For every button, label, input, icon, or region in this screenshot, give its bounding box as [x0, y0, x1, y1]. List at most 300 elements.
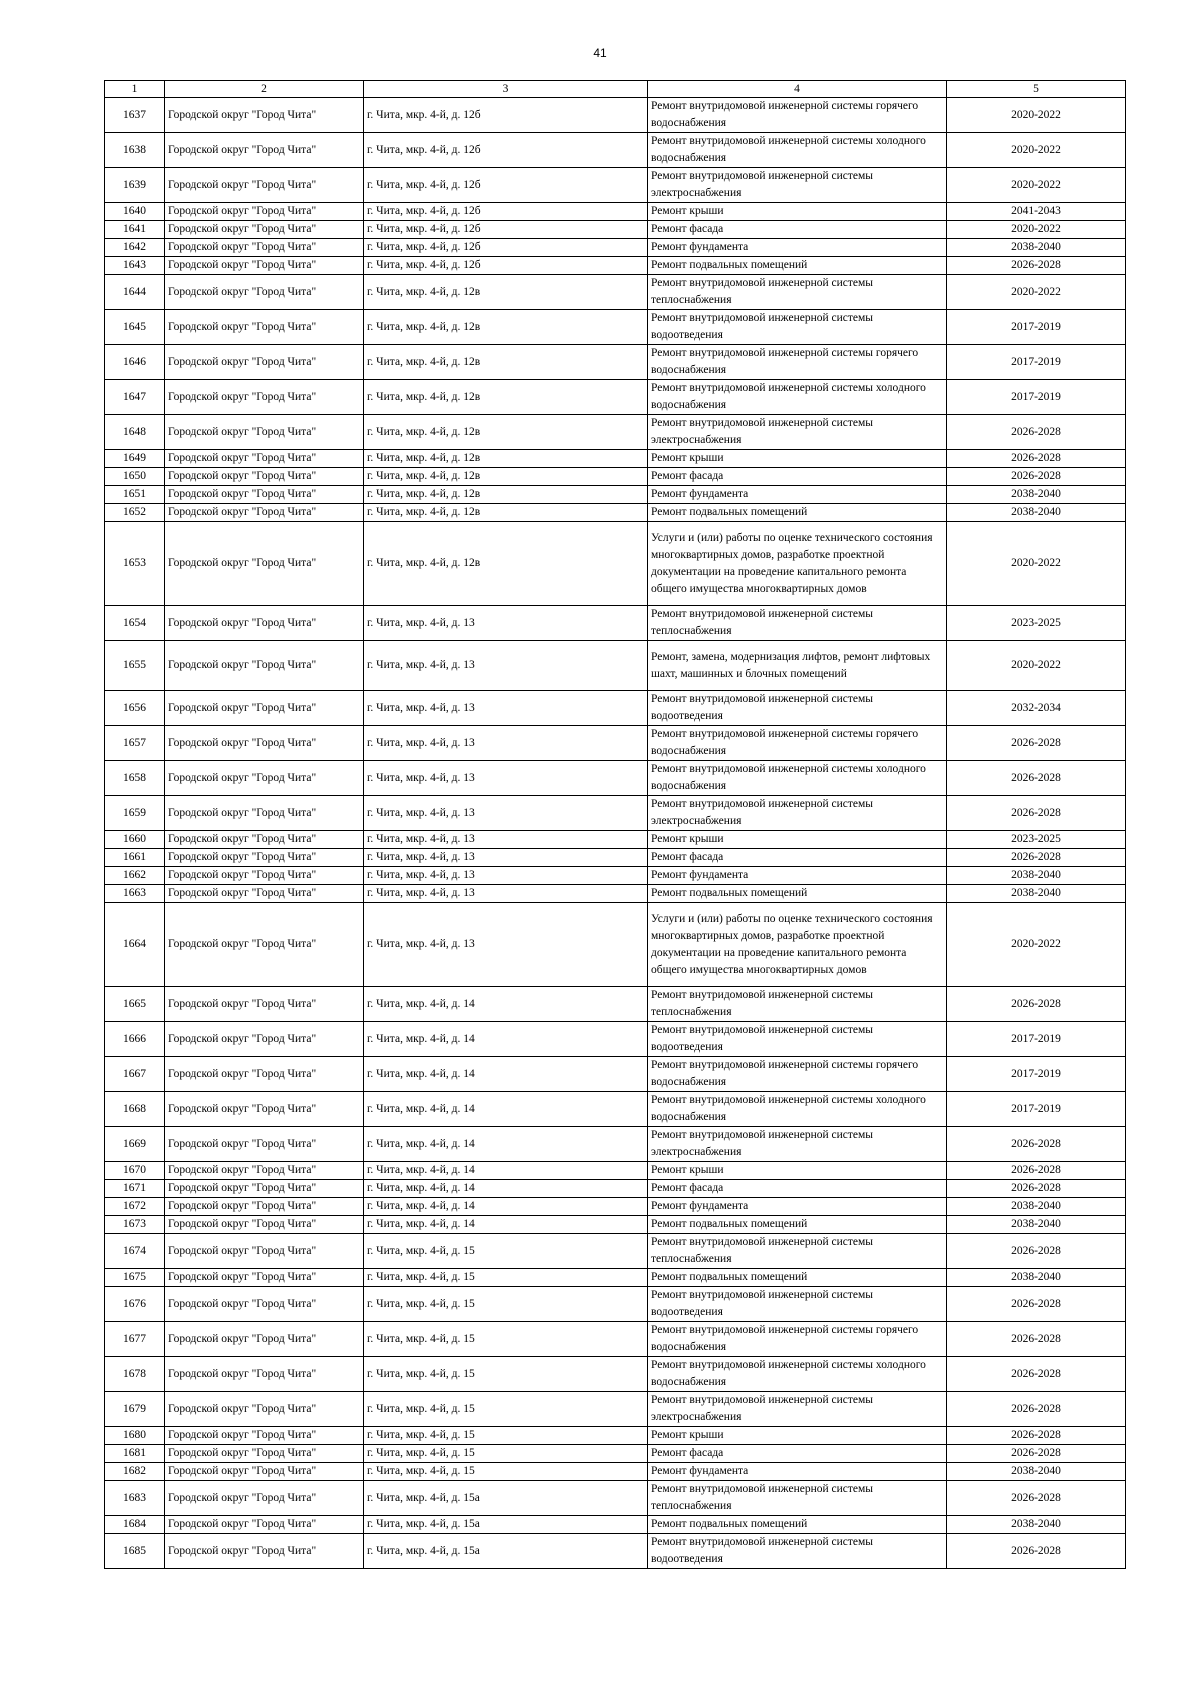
column-header: 4 — [648, 81, 947, 98]
column-header: 2 — [165, 81, 364, 98]
work-type-cell: Ремонт внутридомовой инженерной системы холодного водоснабжения — [648, 380, 947, 415]
district-cell: Городской округ "Город Чита" — [165, 239, 364, 257]
work-type-cell: Ремонт внутридомовой инженерной системы горячего водоснабжения — [648, 726, 947, 761]
district-cell: Городской округ "Город Чита" — [165, 203, 364, 221]
district-cell: Городской округ "Город Чита" — [165, 486, 364, 504]
district-cell: Городской округ "Город Чита" — [165, 1180, 364, 1198]
period-cell: 2026-2028 — [947, 1445, 1126, 1463]
row-number: 1642 — [105, 239, 165, 257]
row-number: 1658 — [105, 761, 165, 796]
table-row — [105, 1127, 1126, 1162]
address-cell: г. Чита, мкр. 4-й, д. 13 — [364, 885, 648, 903]
work-type-cell: Ремонт подвальных помещений — [648, 504, 947, 522]
row-number: 1655 — [105, 641, 165, 691]
period-cell: 2017-2019 — [947, 310, 1126, 345]
address-cell: г. Чита, мкр. 4-й, д. 15 — [364, 1392, 648, 1427]
address-cell: г. Чита, мкр. 4-й, д. 13 — [364, 606, 648, 641]
period-cell: 2032-2034 — [947, 691, 1126, 726]
district-cell: Городской округ "Город Чита" — [165, 1427, 364, 1445]
address-cell: г. Чита, мкр. 4-й, д. 12б — [364, 98, 648, 133]
district-cell: Городской округ "Город Чита" — [165, 380, 364, 415]
work-type-cell: Ремонт внутридомовой инженерной системы теплоснабжения — [648, 1234, 947, 1269]
period-cell: 2026-2028 — [947, 849, 1126, 867]
period-cell: 2026-2028 — [947, 1127, 1126, 1162]
district-cell: Городской округ "Город Чита" — [165, 1127, 364, 1162]
work-type-cell: Ремонт внутридомовой инженерной системы теплоснабжения — [648, 987, 947, 1022]
period-cell: 2026-2028 — [947, 1162, 1126, 1180]
district-cell: Городской округ "Город Чита" — [165, 641, 364, 691]
work-type-cell: Ремонт подвальных помещений — [648, 257, 947, 275]
address-cell: г. Чита, мкр. 4-й, д. 12в — [364, 415, 648, 450]
period-cell: 2026-2028 — [947, 415, 1126, 450]
work-type-cell: Ремонт фасада — [648, 1180, 947, 1198]
district-cell: Городской округ "Город Чита" — [165, 1287, 364, 1322]
period-cell: 2026-2028 — [947, 450, 1126, 468]
row-number: 1656 — [105, 691, 165, 726]
table-row — [105, 1516, 1126, 1534]
row-number: 1666 — [105, 1022, 165, 1057]
row-number: 1675 — [105, 1269, 165, 1287]
address-cell: г. Чита, мкр. 4-й, д. 12в — [364, 522, 648, 606]
period-cell: 2026-2028 — [947, 1234, 1126, 1269]
district-cell: Городской округ "Город Чита" — [165, 726, 364, 761]
table-row — [105, 726, 1126, 761]
work-type-cell: Ремонт фундамента — [648, 1198, 947, 1216]
row-number: 1685 — [105, 1534, 165, 1569]
address-cell: г. Чита, мкр. 4-й, д. 12в — [364, 486, 648, 504]
period-cell: 2017-2019 — [947, 1092, 1126, 1127]
period-cell: 2038-2040 — [947, 1269, 1126, 1287]
address-cell: г. Чита, мкр. 4-й, д. 12в — [364, 450, 648, 468]
address-cell: г. Чита, мкр. 4-й, д. 15а — [364, 1534, 648, 1569]
period-cell: 2020-2022 — [947, 641, 1126, 691]
period-cell: 2026-2028 — [947, 987, 1126, 1022]
work-type-cell: Ремонт внутридомовой инженерной системы теплоснабжения — [648, 275, 947, 310]
period-cell: 2026-2028 — [947, 1427, 1126, 1445]
period-cell: 2038-2040 — [947, 1463, 1126, 1481]
address-cell: г. Чита, мкр. 4-й, д. 13 — [364, 641, 648, 691]
row-number: 1682 — [105, 1463, 165, 1481]
address-cell: г. Чита, мкр. 4-й, д. 12в — [364, 380, 648, 415]
address-cell: г. Чита, мкр. 4-й, д. 15 — [364, 1234, 648, 1269]
table-row — [105, 1463, 1126, 1481]
table-row — [105, 606, 1126, 641]
district-cell: Городской округ "Город Чита" — [165, 98, 364, 133]
period-cell: 2038-2040 — [947, 1216, 1126, 1234]
period-cell: 2026-2028 — [947, 1534, 1126, 1569]
address-cell: г. Чита, мкр. 4-й, д. 12б — [364, 133, 648, 168]
table-row — [105, 504, 1126, 522]
table-row — [105, 133, 1126, 168]
row-number: 1673 — [105, 1216, 165, 1234]
row-number: 1683 — [105, 1481, 165, 1516]
table-row — [105, 1287, 1126, 1322]
row-number: 1667 — [105, 1057, 165, 1092]
table-row — [105, 1162, 1126, 1180]
row-number: 1650 — [105, 468, 165, 486]
district-cell: Городской округ "Город Чита" — [165, 691, 364, 726]
work-type-cell: Ремонт внутридомовой инженерной системы холодного водоснабжения — [648, 761, 947, 796]
period-cell: 2038-2040 — [947, 486, 1126, 504]
address-cell: г. Чита, мкр. 4-й, д. 13 — [364, 903, 648, 987]
district-cell: Городской округ "Город Чита" — [165, 1445, 364, 1463]
address-cell: г. Чита, мкр. 4-й, д. 14 — [364, 1127, 648, 1162]
address-cell: г. Чита, мкр. 4-й, д. 15 — [364, 1427, 648, 1445]
table-row — [105, 691, 1126, 726]
table-row — [105, 1198, 1126, 1216]
district-cell: Городской округ "Город Чита" — [165, 257, 364, 275]
work-type-cell: Ремонт внутридомовой инженерной системы теплоснабжения — [648, 606, 947, 641]
table-row — [105, 1534, 1126, 1569]
period-cell: 2026-2028 — [947, 1180, 1126, 1198]
address-cell: г. Чита, мкр. 4-й, д. 12в — [364, 504, 648, 522]
row-number: 1659 — [105, 796, 165, 831]
district-cell: Городской округ "Город Чита" — [165, 831, 364, 849]
work-type-cell: Ремонт внутридомовой инженерной системы холодного водоснабжения — [648, 1357, 947, 1392]
row-number: 1670 — [105, 1162, 165, 1180]
table-row — [105, 903, 1126, 987]
work-type-cell: Ремонт фундамента — [648, 486, 947, 504]
district-cell: Городской округ "Город Чита" — [165, 796, 364, 831]
address-cell: г. Чита, мкр. 4-й, д. 13 — [364, 796, 648, 831]
district-cell: Городской округ "Город Чита" — [165, 606, 364, 641]
period-cell: 2026-2028 — [947, 257, 1126, 275]
row-number: 1639 — [105, 168, 165, 203]
column-header: 1 — [105, 81, 165, 98]
address-cell: г. Чита, мкр. 4-й, д. 15 — [364, 1357, 648, 1392]
district-cell: Городской округ "Город Чита" — [165, 168, 364, 203]
row-number: 1680 — [105, 1427, 165, 1445]
address-cell: г. Чита, мкр. 4-й, д. 14 — [364, 1180, 648, 1198]
row-number: 1672 — [105, 1198, 165, 1216]
work-type-cell: Ремонт фасада — [648, 221, 947, 239]
table-row — [105, 522, 1126, 606]
column-header: 3 — [364, 81, 648, 98]
row-number: 1644 — [105, 275, 165, 310]
table-row — [105, 415, 1126, 450]
district-cell: Городской округ "Город Чита" — [165, 1022, 364, 1057]
table-row — [105, 1180, 1126, 1198]
row-number: 1677 — [105, 1322, 165, 1357]
table-row — [105, 1092, 1126, 1127]
address-cell: г. Чита, мкр. 4-й, д. 14 — [364, 1092, 648, 1127]
table-row — [105, 987, 1126, 1022]
work-type-cell: Ремонт фундамента — [648, 1463, 947, 1481]
period-cell: 2026-2028 — [947, 796, 1126, 831]
work-type-cell: Ремонт крыши — [648, 1427, 947, 1445]
row-number: 1661 — [105, 849, 165, 867]
address-cell: г. Чита, мкр. 4-й, д. 14 — [364, 1198, 648, 1216]
period-cell: 2023-2025 — [947, 831, 1126, 849]
district-cell: Городской округ "Город Чита" — [165, 1534, 364, 1569]
district-cell: Городской округ "Город Чита" — [165, 345, 364, 380]
table-row — [105, 310, 1126, 345]
address-cell: г. Чита, мкр. 4-й, д. 15 — [364, 1322, 648, 1357]
district-cell: Городской округ "Город Чита" — [165, 1269, 364, 1287]
address-cell: г. Чита, мкр. 4-й, д. 14 — [364, 1162, 648, 1180]
work-type-cell: Ремонт крыши — [648, 1162, 947, 1180]
work-type-cell: Ремонт крыши — [648, 831, 947, 849]
work-type-cell: Ремонт внутридомовой инженерной системы горячего водоснабжения — [648, 98, 947, 133]
table-row — [105, 867, 1126, 885]
row-number: 1676 — [105, 1287, 165, 1322]
row-number: 1660 — [105, 831, 165, 849]
row-number: 1649 — [105, 450, 165, 468]
address-cell: г. Чита, мкр. 4-й, д. 15а — [364, 1516, 648, 1534]
work-type-cell: Ремонт внутридомовой инженерной системы горячего водоснабжения — [648, 1057, 947, 1092]
address-cell: г. Чита, мкр. 4-й, д. 12б — [364, 257, 648, 275]
page-number: 41 — [593, 46, 607, 60]
district-cell: Городской округ "Город Чита" — [165, 885, 364, 903]
row-number: 1671 — [105, 1180, 165, 1198]
row-number: 1654 — [105, 606, 165, 641]
row-number: 1657 — [105, 726, 165, 761]
work-type-cell: Ремонт внутридомовой инженерной системы водоотведения — [648, 1534, 947, 1569]
table-row — [105, 98, 1126, 133]
work-type-cell: Ремонт внутридомовой инженерной системы горячего водоснабжения — [648, 1322, 947, 1357]
period-cell: 2038-2040 — [947, 504, 1126, 522]
row-number: 1648 — [105, 415, 165, 450]
row-number: 1669 — [105, 1127, 165, 1162]
district-cell: Городской округ "Город Чита" — [165, 761, 364, 796]
district-cell: Городской округ "Город Чита" — [165, 450, 364, 468]
address-cell: г. Чита, мкр. 4-й, д. 13 — [364, 726, 648, 761]
district-cell: Городской округ "Город Чита" — [165, 903, 364, 987]
table-row — [105, 1269, 1126, 1287]
period-cell: 2017-2019 — [947, 380, 1126, 415]
address-cell: г. Чита, мкр. 4-й, д. 14 — [364, 1216, 648, 1234]
district-cell: Городской округ "Город Чита" — [165, 221, 364, 239]
period-cell: 2026-2028 — [947, 726, 1126, 761]
period-cell: 2038-2040 — [947, 885, 1126, 903]
work-type-cell: Ремонт подвальных помещений — [648, 1216, 947, 1234]
period-cell: 2020-2022 — [947, 168, 1126, 203]
period-cell: 2017-2019 — [947, 1057, 1126, 1092]
work-type-cell: Ремонт внутридомовой инженерной системы горячего водоснабжения — [648, 345, 947, 380]
address-cell: г. Чита, мкр. 4-й, д. 12б — [364, 221, 648, 239]
table-row — [105, 486, 1126, 504]
work-type-cell: Ремонт подвальных помещений — [648, 1269, 947, 1287]
table-row — [105, 641, 1126, 691]
district-cell: Городской округ "Город Чита" — [165, 1162, 364, 1180]
period-cell: 2020-2022 — [947, 522, 1126, 606]
district-cell: Городской округ "Город Чита" — [165, 1481, 364, 1516]
row-number: 1643 — [105, 257, 165, 275]
period-cell: 2038-2040 — [947, 1516, 1126, 1534]
work-type-cell: Ремонт внутридомовой инженерной системы электроснабжения — [648, 168, 947, 203]
row-number: 1637 — [105, 98, 165, 133]
work-type-cell: Ремонт фасада — [648, 1445, 947, 1463]
period-cell: 2023-2025 — [947, 606, 1126, 641]
work-type-cell: Ремонт внутридомовой инженерной системы холодного водоснабжения — [648, 1092, 947, 1127]
district-cell: Городской округ "Город Чита" — [165, 1057, 364, 1092]
row-number: 1641 — [105, 221, 165, 239]
address-cell: г. Чита, мкр. 4-й, д. 13 — [364, 849, 648, 867]
period-cell: 2026-2028 — [947, 1322, 1126, 1357]
table-row — [105, 849, 1126, 867]
row-number: 1647 — [105, 380, 165, 415]
period-cell: 2026-2028 — [947, 1287, 1126, 1322]
district-cell: Городской округ "Город Чита" — [165, 987, 364, 1022]
period-cell: 2041-2043 — [947, 203, 1126, 221]
period-cell: 2020-2022 — [947, 903, 1126, 987]
row-number: 1679 — [105, 1392, 165, 1427]
table-row — [105, 1481, 1126, 1516]
district-cell: Городской округ "Город Чита" — [165, 504, 364, 522]
table-row — [105, 831, 1126, 849]
row-number: 1651 — [105, 486, 165, 504]
row-number: 1668 — [105, 1092, 165, 1127]
work-type-cell: Ремонт внутридомовой инженерной системы водоотведения — [648, 691, 947, 726]
work-type-cell: Ремонт фундамента — [648, 867, 947, 885]
work-type-cell: Ремонт внутридомовой инженерной системы холодного водоснабжения — [648, 133, 947, 168]
table-row — [105, 345, 1126, 380]
work-type-cell: Ремонт внутридомовой инженерной системы водоотведения — [648, 1022, 947, 1057]
address-cell: г. Чита, мкр. 4-й, д. 15 — [364, 1445, 648, 1463]
row-number: 1663 — [105, 885, 165, 903]
work-type-cell: Ремонт внутридомовой инженерной системы теплоснабжения — [648, 1481, 947, 1516]
table-row — [105, 1357, 1126, 1392]
period-cell: 2026-2028 — [947, 1392, 1126, 1427]
address-cell: г. Чита, мкр. 4-й, д. 15 — [364, 1269, 648, 1287]
period-cell: 2017-2019 — [947, 1022, 1126, 1057]
table-row — [105, 885, 1126, 903]
work-type-cell: Услуги и (или) работы по оценке технического состояния многоквартирных домов, разработке проектной документации на проведение капитального ремонта общего имущества многоквартирных домов — [648, 903, 947, 987]
table-row — [105, 1234, 1126, 1269]
district-cell: Городской округ "Город Чита" — [165, 310, 364, 345]
work-type-cell: Ремонт крыши — [648, 450, 947, 468]
work-type-cell: Ремонт внутридомовой инженерной системы электроснабжения — [648, 1392, 947, 1427]
work-type-cell: Ремонт внутридомовой инженерной системы электроснабжения — [648, 796, 947, 831]
address-cell: г. Чита, мкр. 4-й, д. 12в — [364, 345, 648, 380]
district-cell: Городской округ "Город Чита" — [165, 1216, 364, 1234]
address-cell: г. Чита, мкр. 4-й, д. 14 — [364, 1022, 648, 1057]
district-cell: Городской округ "Город Чита" — [165, 1516, 364, 1534]
period-cell: 2038-2040 — [947, 867, 1126, 885]
district-cell: Городской округ "Город Чита" — [165, 468, 364, 486]
table-row — [105, 1445, 1126, 1463]
table-row — [105, 1322, 1126, 1357]
district-cell: Городской округ "Город Чита" — [165, 1357, 364, 1392]
table-row — [105, 168, 1126, 203]
address-cell: г. Чита, мкр. 4-й, д. 12б — [364, 203, 648, 221]
work-type-cell: Ремонт подвальных помещений — [648, 1516, 947, 1534]
row-number: 1638 — [105, 133, 165, 168]
table-row — [105, 1392, 1126, 1427]
row-number: 1652 — [105, 504, 165, 522]
table-row — [105, 221, 1126, 239]
district-cell: Городской округ "Город Чита" — [165, 849, 364, 867]
district-cell: Городской округ "Город Чита" — [165, 1463, 364, 1481]
district-cell: Городской округ "Город Чита" — [165, 867, 364, 885]
row-number: 1646 — [105, 345, 165, 380]
table-row — [105, 761, 1126, 796]
period-cell: 2020-2022 — [947, 133, 1126, 168]
table-row — [105, 1427, 1126, 1445]
district-cell: Городской округ "Город Чита" — [165, 1198, 364, 1216]
repair-schedule-table — [104, 80, 1126, 1569]
table-row — [105, 239, 1126, 257]
address-cell: г. Чита, мкр. 4-й, д. 12б — [364, 239, 648, 257]
table-row — [105, 275, 1126, 310]
district-cell: Городской округ "Город Чита" — [165, 415, 364, 450]
address-cell: г. Чита, мкр. 4-й, д. 13 — [364, 831, 648, 849]
period-cell: 2026-2028 — [947, 1481, 1126, 1516]
table-row — [105, 450, 1126, 468]
address-cell: г. Чита, мкр. 4-й, д. 12в — [364, 275, 648, 310]
address-cell: г. Чита, мкр. 4-й, д. 12б — [364, 168, 648, 203]
district-cell: Городской округ "Город Чита" — [165, 1322, 364, 1357]
district-cell: Городской округ "Город Чита" — [165, 275, 364, 310]
row-number: 1653 — [105, 522, 165, 606]
period-cell: 2038-2040 — [947, 1198, 1126, 1216]
work-type-cell: Услуги и (или) работы по оценке технического состояния многоквартирных домов, разработке проектной документации на проведение капитального ремонта общего имущества многоквартирных домов — [648, 522, 947, 606]
row-number: 1678 — [105, 1357, 165, 1392]
work-type-cell: Ремонт, замена, модернизация лифтов, ремонт лифтовых шахт, машинных и блочных помещений — [648, 641, 947, 691]
table-row — [105, 257, 1126, 275]
address-cell: г. Чита, мкр. 4-й, д. 13 — [364, 867, 648, 885]
row-number: 1645 — [105, 310, 165, 345]
district-cell: Городской округ "Город Чита" — [165, 1092, 364, 1127]
address-cell: г. Чита, мкр. 4-й, д. 15 — [364, 1287, 648, 1322]
row-number: 1681 — [105, 1445, 165, 1463]
row-number: 1684 — [105, 1516, 165, 1534]
work-type-cell: Ремонт внутридомовой инженерной системы водоотведения — [648, 310, 947, 345]
work-type-cell: Ремонт внутридомовой инженерной системы электроснабжения — [648, 1127, 947, 1162]
period-cell: 2020-2022 — [947, 98, 1126, 133]
table-row — [105, 203, 1126, 221]
work-type-cell: Ремонт фасада — [648, 849, 947, 867]
address-cell: г. Чита, мкр. 4-й, д. 13 — [364, 761, 648, 796]
table-row — [105, 1216, 1126, 1234]
table-row — [105, 796, 1126, 831]
row-number: 1674 — [105, 1234, 165, 1269]
period-cell: 2020-2022 — [947, 221, 1126, 239]
district-cell: Городской округ "Город Чита" — [165, 1234, 364, 1269]
address-cell: г. Чита, мкр. 4-й, д. 14 — [364, 1057, 648, 1092]
row-number: 1665 — [105, 987, 165, 1022]
district-cell: Городской округ "Город Чита" — [165, 1392, 364, 1427]
row-number: 1662 — [105, 867, 165, 885]
period-cell: 2020-2022 — [947, 275, 1126, 310]
address-cell: г. Чита, мкр. 4-й, д. 15а — [364, 1481, 648, 1516]
address-cell: г. Чита, мкр. 4-й, д. 13 — [364, 691, 648, 726]
column-header: 5 — [947, 81, 1126, 98]
work-type-cell: Ремонт подвальных помещений — [648, 885, 947, 903]
table-row — [105, 468, 1126, 486]
address-cell: г. Чита, мкр. 4-й, д. 12в — [364, 468, 648, 486]
period-cell: 2026-2028 — [947, 1357, 1126, 1392]
period-cell: 2026-2028 — [947, 761, 1126, 796]
district-cell: Городской округ "Город Чита" — [165, 133, 364, 168]
row-number: 1664 — [105, 903, 165, 987]
address-cell: г. Чита, мкр. 4-й, д. 12в — [364, 310, 648, 345]
period-cell: 2026-2028 — [947, 468, 1126, 486]
table-row — [105, 1057, 1126, 1092]
work-type-cell: Ремонт фасада — [648, 468, 947, 486]
table-body — [105, 81, 1126, 1569]
district-cell: Городской округ "Город Чита" — [165, 522, 364, 606]
work-type-cell: Ремонт фундамента — [648, 239, 947, 257]
period-cell: 2017-2019 — [947, 345, 1126, 380]
address-cell: г. Чита, мкр. 4-й, д. 15 — [364, 1463, 648, 1481]
work-type-cell: Ремонт крыши — [648, 203, 947, 221]
work-type-cell: Ремонт внутридомовой инженерной системы электроснабжения — [648, 415, 947, 450]
row-number: 1640 — [105, 203, 165, 221]
address-cell: г. Чита, мкр. 4-й, д. 14 — [364, 987, 648, 1022]
table-row — [105, 380, 1126, 415]
period-cell: 2038-2040 — [947, 239, 1126, 257]
